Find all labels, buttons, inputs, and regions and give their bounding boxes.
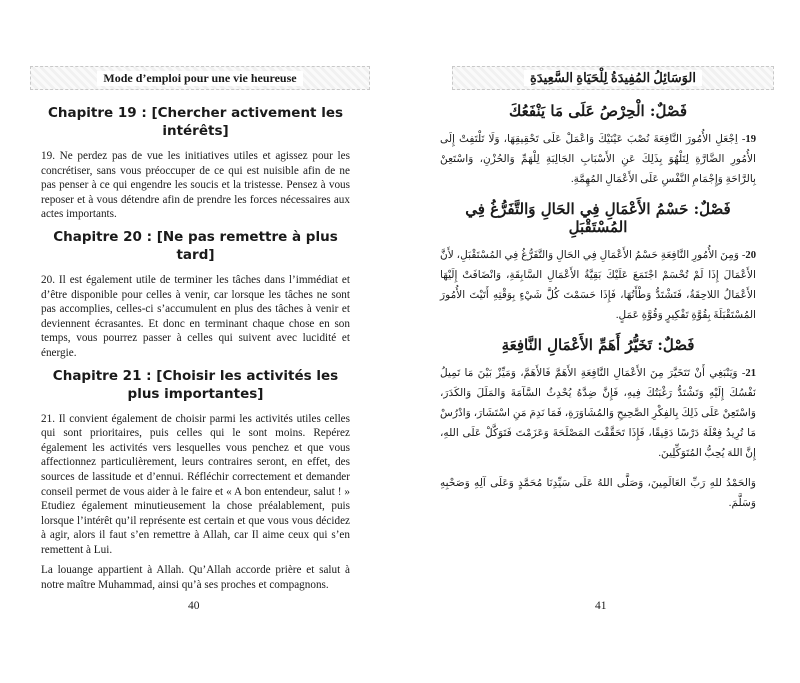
arabic-number-20: 20 xyxy=(745,250,756,261)
chapter-20-title: Chapitre 20 : [Ne pas remettre à plus tard] xyxy=(53,228,338,263)
closing-paragraph: La louange appartient à Allah. Qu’Allah accorde prière et salut à notre maître Muhammad, ainsi qu’à ses proches et compagnons. xyxy=(41,564,350,592)
arabic-number-19: 19 xyxy=(745,134,756,145)
arabic-paragraph-19 xyxy=(440,130,756,190)
chapter-21-title: Chapitre 21 : [Choisir les activités les plus importantes] xyxy=(52,367,339,402)
arabic-number-21: 21 xyxy=(745,368,756,379)
arabic-section-21-title: فَصْلٌ: تَخَيُّرُ أَهَمِّ الأَعْمَالِ النَّافِعَةِ xyxy=(501,336,695,354)
right-running-header xyxy=(452,66,774,90)
paragraph-21: 21. Il convient également de choisir parmi les activités utiles celles qui sont prioritaires, puis celles qui le sont moins. Repérez également les activités vers lesquelles vous penchez et que vous affectionnez particulièrement, leurs contraires seront, en effet, des sources de lassitude et d’ennui. Réfléchir correctement et demander conseil permet de vous aider à le faire et « A bon entendeur, salut ! » Etudiez également minutieusement la chose préalablement, puis lorsque l’intérêt qu’il représente est certain et que vous vous décidez à agir, alors il faut s’en remettre à Allah, car Il aime ceux qui s’en remettent à Lui. xyxy=(41,412,350,556)
arabic-closing: وَالحَمْدُ للهِ رَبِّ العَالَمِينَ، وَصَلَّى اللهُ عَلَى سَيِّدِنَا مُحَمَّدٍ وَعَلَى آلِهِ وَصَحْبِهِ وَسَلَّمَ. xyxy=(440,478,756,509)
chapter-19-title: Chapitre 19 : [Chercher activement les intérêts] xyxy=(47,105,344,139)
arabic-section-20-title: فَصْلٌ: حَسْمُ الأَعْمَالِ فِي الحَالِ وَالتَّفَرُّغُ فِي المُسْتَقْبَلِ xyxy=(465,200,731,236)
right-page-number: 41 xyxy=(595,600,607,612)
arabic-text-20: - وَمِنَ الأُمُورِ النَّافِعَةِ حَسْمُ الأَعْمَالِ فِي الحَالِ وَالتَّفَرُّغُ فِي المُسْتَقْبَلِ، لأَنَّ الأَعْمَالَ إِذَا لَمْ تُحْسَمْ اجْتَمَعَ عَلَيْكَ بَقِيَّةُ الأَعْمَالِ السَّابِقَةِ، وَانْضَافَتْ إِلَيْهَا الأَعْمَالُ اللاحِقَةُ، فَتَشْتَدُّ وَطْأَتُهَا، فَإِذَا حَسَمْتَ كُلَّ شَيْءٍ بِوَقْتِهِ أَتَيْتَ الأُمُورَ المُسْتَقْبَلَةَ بِقُوَّةِ تَفْكِيرٍ وَقُوَّةِ عَمَلٍ. xyxy=(440,250,756,321)
left-header-text: Mode d’emploi pour une vie heureuse xyxy=(97,71,302,86)
arabic-text-19: - اِجْعَلِ الأُمُورَ النَّافِعَةَ نُصْبَ عَيْنَيْكَ وَاعْمَلْ عَلَى تَحْقِيقِهَا، وَلَا تَلْتَفِتْ إِلَى الأُمُورِ الضَّارَّةِ لِتَلْهُوَ بِذَلِكَ عَنِ الأَسْبَابِ الجَالِبَةِ لِلْهَمِّ وَالحُزْنِ، وَاسْتَعِنْ بِالرَّاحَةِ وَإِجْمَامِ النَّفْسِ عَلَى الأَعْمَالِ المُهِمَّةِ. xyxy=(440,134,756,185)
arabic-section-19-title: فَصْلٌ: الْحِرْصُ عَلَى مَا يَنْفَعُكَ xyxy=(509,102,687,120)
right-header-text: الوَسَائِلُ المُفِيدَةُ لِلْحَيَاةِ السَّعِيدَةِ xyxy=(524,70,702,86)
paragraph-20: 20. Il est également utile de terminer les tâches dans l’immédiat et d’être disponible pour celles à venir, car lorsque les tâches ne sont pas accomplies, celles-ci s’accumulent en plus des tâches à venir et deviennent écrasantes. Et donc en terminant chaque chose en son temps, vous pourrez passer à celles qui suivent avec lucidité et énergie. xyxy=(41,273,350,359)
arabic-paragraph-21 xyxy=(440,364,756,464)
right-page-content xyxy=(440,98,756,524)
left-page-number: 40 xyxy=(188,600,200,612)
right-page xyxy=(400,0,800,683)
left-running-header xyxy=(30,66,370,90)
arabic-text-21: - وَيَنْبَغِي أَنْ تَتَخَيَّرَ مِنَ الأَعْمَالِ النَّافِعَةِ الأَهَمَّ فَالأَهَمَّ، وَمَيِّزْ بَيْنَ مَا تَمِيلُ نَفْسُكَ إِلَيْهِ وَتَشْتَدُّ رَغْبَتُكَ فِيهِ، فَإِنَّ ضِدَّهُ يُحْدِثُ السَّآمَةَ وَالمَلَلَ وَالكَدَرَ، وَاسْتَعِنْ عَلَى ذَلِكَ بِالفِكْرِ الصَّحِيحِ وَالمُشَاوَرَةِ، فَمَا نَدِمَ مَنِ اسْتَشَارَ، وَادْرُسْ مَا تُرِيدُ فِعْلَهُ دَرْسًا دَقِيقًا، فَإِذَا تَحَقَّقْتَ المَصْلَحَةَ وَعَزَمْتَ فَتَوَكَّلْ عَلَى اللهِ، إِنَّ اللهَ يُحِبُّ المُتَوَكِّلِينَ. xyxy=(440,368,756,459)
left-page-content xyxy=(41,98,350,599)
arabic-paragraph-20 xyxy=(440,246,756,326)
paragraph-19: 19. Ne perdez pas de vue les initiatives utiles et agissez pour les concrétiser, sans vous préoccuper de ce qui est nuisible afin de ne pas penser à ce qui engendre les soucis et la tristesse. Pensez à vous reposer et à vous détendre afin de prendre les forces nécessaires aux actes importants. xyxy=(41,150,350,221)
